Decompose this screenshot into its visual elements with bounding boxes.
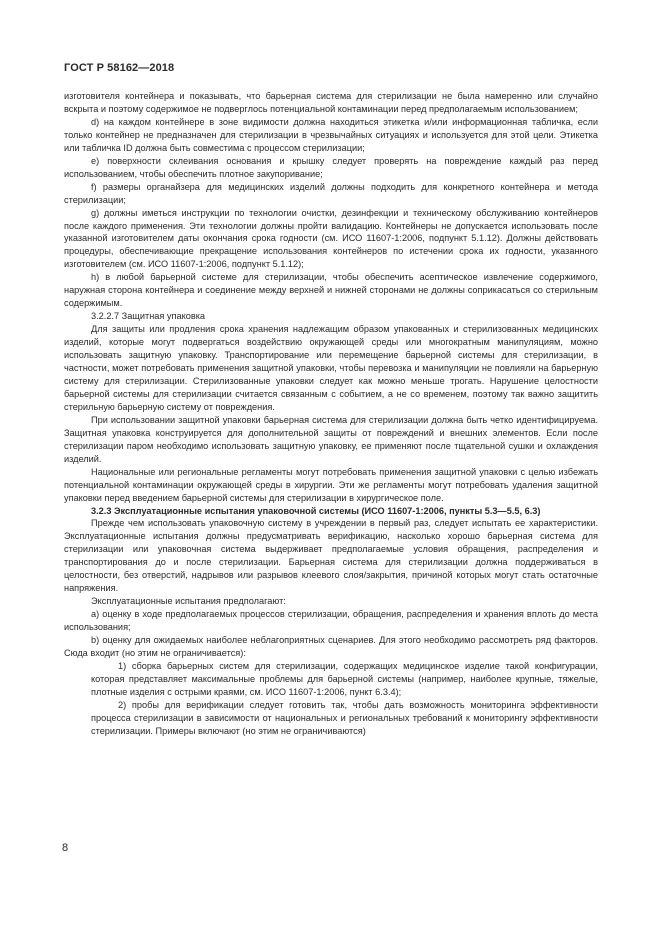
section-heading: 3.2.3 Эксплуатационные испытания упаковочной системы (ИСО 11607-1:2006, пункты 5.3—5.5, 6.3) bbox=[91, 505, 541, 516]
list-item-b: b) оценку для ожидаемых наиболее неблагоприятных сценариев. Для этого необходимо рассмотреть ряд факторов. Сюда входит (но этим не ограничивается): bbox=[64, 635, 598, 658]
list-item-g: g) должны иметься инструкции по технологии очистки, дезинфекции и техническому обслуживанию контейнеров после каждого применения. Эти технологии должны пройти валидацию. Контейнеры не допускается использовать после указанной изготовителем даты окончания срока годности (см. ИСО 11607-1:2006, подпункт 5.1.12). Должны действовать процедуры, обеспечивающие прекращение использования контейнеров по истечении срока их годности, указанного изготовителем (см. ИСО 11607-1:2006, подпункт 5.1.12); bbox=[64, 207, 598, 270]
sub-list-item-1: 1) сборка барьерных систем для стерилизации, содержащих медицинское изделие такой конфигурации, которая представляет максимальные проблемы для барьерной системы (например, наиболее крупные, тяжелые, плотные изделия с острыми краями, см. ИСО 11607-1:2006, пункт 6.3.4); bbox=[91, 660, 598, 697]
list-item-d: d) на каждом контейнере в зоне видимости должна находиться этикетка и/или информационная табличка, если только контейнер не предназначен для стерилизации в чрезвычайных ситуациях и используется для этой цели. Этикетка или табличка ID должна быть совместима с процессом стерилизации; bbox=[64, 116, 598, 153]
body-text bbox=[64, 90, 598, 738]
paragraph: Эксплуатационные испытания предполагают: bbox=[91, 596, 286, 607]
paragraph: Национальные или региональные регламенты могут потребовать применения защитной упаковки с целью избежать потенциальной контаминации окружающей среды в хирургии. Эти же регламенты могут потребовать удаления защитной упаковки перед введением барьерной системы для стерилизации в хирургическое поле. bbox=[64, 466, 598, 503]
subsection-heading: 3.2.2.7 Защитная упаковка bbox=[91, 311, 206, 322]
sub-list-item-2: 2) пробы для верификации следует готовить так, чтобы дать возможность мониторинга эффективности процесса стерилизации в зависимости от национальных и региональных требований к мониторингу эффективности стерилизации. Примеры включают (но этим не ограничиваются) bbox=[91, 699, 598, 736]
paragraph: изготовителя контейнера и показывать, что барьерная система для стерилизации не была намеренно или случайно вскрыта и поэтому содержимое не подверглось потенциальной контаминации перед предполагаемым использованием; bbox=[64, 91, 598, 114]
list-item-h: h) в любой барьерной системе для стерилизации, чтобы обеспечить асептическое извлечение содержимого, наружная сторона контейнера и соединение между верхней и нижней сторонами не должны соприкасаться со стерильным содержимым. bbox=[64, 272, 598, 309]
list-item-e: e) поверхности склеивания основания и крышку следует проверять на повреждение каждый раз перед использованием, чтобы обеспечить плотное закупоривание; bbox=[64, 155, 598, 179]
paragraph: Прежде чем использовать упаковочную систему в учреждении в первый раз, следует испытать ее характеристики. Эксплуатационные испытания должны предусматривать верификацию, насколько хорошо барьерная система для стерилизации или упаковочная система выдерживает предполагаемые условия обращения, распределения и транспортирования до и после стерилизации. Барьерная система для стерилизации должна поддерживаться в целостности, без отверстий, надрывов или разрывов клеевого слоя/закрытия, причиной которых могут стать остаточные напряжения. bbox=[64, 518, 598, 594]
list-item-a: a) оценку в ходе предполагаемых процессов стерилизации, обращения, распределения и хранения вплоть до места использования; bbox=[64, 609, 598, 633]
page-number: 8 bbox=[62, 842, 69, 854]
paragraph: Для защиты или продления срока хранения надлежащим образом упакованных и стерилизованных медицинских изделий, которые могут подвергаться воздействию окружающей среды или многократным манипуляциям, можно использовать защитную упаковку. Транспортирование или перемещение барьерной системы для стерилизации, в частности, может потребовать применения защитной упаковки, чтобы перевозка и манипуляции не повлияли на барьерную систему для стерилизации. Стерилизованные упаковки следует как можно меньше трогать. Нарушение целостности барьерной системы для стерилизации считается связанным с событием, а не со временем, поэтому так важно защитить стерильную барьерную систему от повреждения. bbox=[64, 324, 598, 412]
paragraph: При использовании защитной упаковки барьерная система для стерилизации должна быть четко идентифицируема. Защитная упаковка конструируется для дополнительной защиты от повреждений и внешних элементов. Если после стерилизации паром необходимо использовать защитную упаковку, ее применяют после тщательной сушки и охлаждения изделий. bbox=[64, 414, 598, 464]
standard-header: ГОСТ Р 58162—2018 bbox=[64, 62, 175, 74]
list-item-f: f) размеры органайзера для медицинских изделий должны подходить для конкретного контейнера и метода стерилизации; bbox=[64, 181, 598, 205]
